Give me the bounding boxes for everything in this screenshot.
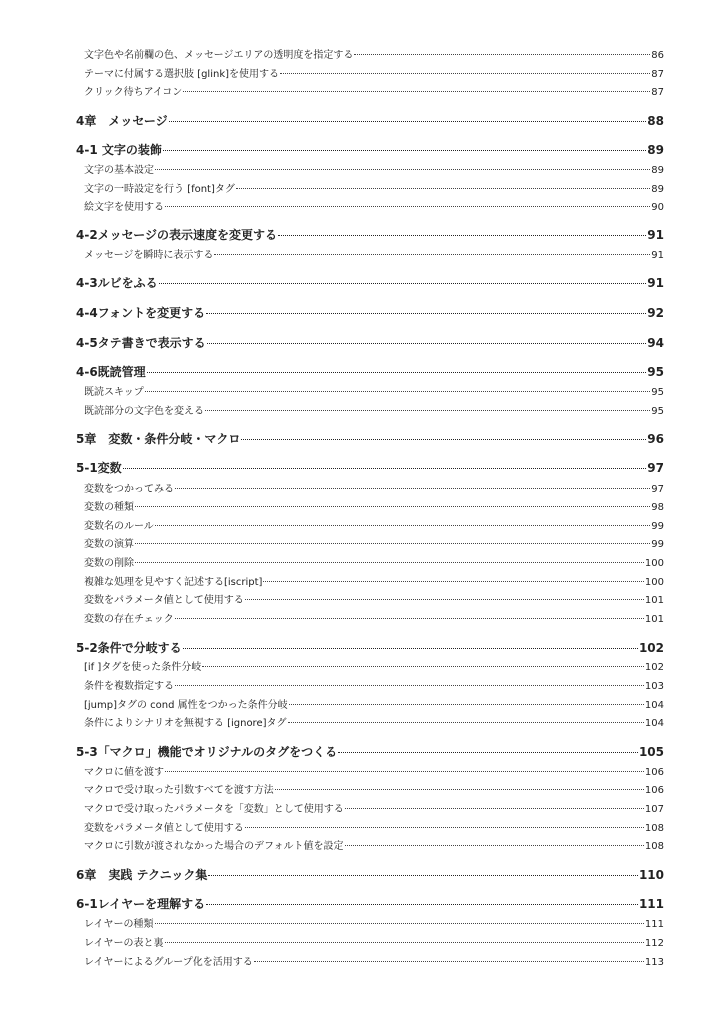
toc-entry-title: 4-5タテ書きで表示する [76,336,206,350]
toc-page-number: 113 [644,957,664,968]
dot-leader [165,206,650,207]
toc-page-number: 87 [651,69,664,80]
toc-entry-title: 変数の存在チェック [84,614,174,625]
toc-chapter[interactable] [76,112,664,129]
toc-entry[interactable] [76,554,664,569]
toc-entry-title: マクロに値を渡す [84,767,164,778]
dot-leader [206,313,646,314]
toc-entry-title: 6章 実践 テクニック集 [76,868,208,882]
toc-page-number: 98 [651,502,664,513]
dot-leader [135,562,644,563]
toc-entry-title: 複雑な処理を見やすく記述する[iscript] [84,577,263,588]
toc-page-number: 111 [638,897,664,911]
toc-section[interactable] [76,743,664,760]
toc-entry[interactable] [76,180,664,195]
toc-section[interactable] [76,274,664,291]
toc-entry-title: 変数をパラメータ値として使用する [84,823,244,834]
toc-entry-title: クリック待ちアイコン [84,87,183,98]
toc-page-number: 90 [651,202,664,213]
toc-entry[interactable] [76,517,664,532]
toc-page-number: 88 [647,114,664,128]
toc-entry-title: 変数をつかってみる [84,484,174,495]
toc-page-number: 91 [647,228,664,242]
dot-leader [135,506,650,507]
toc-entry-title: マクロに引数が渡されなかった場合のデフォルト値を設定 [84,841,344,852]
toc-entry-title: メッセージを瞬時に表示する [84,250,214,261]
toc-page-number: 94 [647,336,664,350]
toc-chapter[interactable] [76,430,664,447]
toc-entry-title: 5章 変数・条件分岐・マクロ [76,432,241,446]
toc-entry-title: 4-3ルビをふる [76,276,158,290]
toc-entry[interactable] [76,819,664,834]
toc-entry[interactable] [76,658,664,673]
toc-entry[interactable] [76,763,664,778]
toc-page-number: 89 [651,184,664,195]
toc-entry[interactable] [76,161,664,176]
dot-leader [345,808,644,809]
toc-page-number: 108 [644,823,664,834]
toc-entry-title: 変数をパラメータ値として使用する [84,595,244,606]
toc-entry-title: 5-2条件で分岐する [76,641,182,655]
toc-entry[interactable] [76,573,664,588]
toc-entry[interactable] [76,781,664,796]
dot-leader [254,961,644,962]
toc-entry[interactable] [76,837,664,852]
toc-page-number: 102 [638,641,664,655]
dot-leader [338,752,638,753]
toc-entry-title: 既読スキップ [84,387,144,398]
dot-leader [175,488,650,489]
toc-entry-title: 文字の基本設定 [84,165,154,176]
toc-entry-title: テーマに付属する選択肢 [glink]を使用する [84,69,280,80]
toc-entry-title: マクロで受け取ったパラメータを「変数」として使用する [84,804,344,815]
dot-leader [145,391,650,392]
dot-leader [165,942,644,943]
dot-leader [155,169,650,170]
dot-leader [169,121,647,122]
toc-entry[interactable] [76,714,664,729]
dot-leader [207,343,647,344]
toc-page-number: 107 [644,804,664,815]
dot-leader [345,845,644,846]
dot-leader [165,771,644,772]
toc-page-number: 112 [644,938,664,949]
toc-entry-title: 既読部分の文字色を変える [84,406,204,417]
toc-page-number: 106 [644,767,664,778]
toc-section[interactable] [76,226,664,243]
toc-entry-title: マクロで受け取った引数すべてを渡す方法 [84,785,274,796]
toc-entry-title: 4-4フォントを変更する [76,306,206,320]
toc-page-number: 108 [644,841,664,852]
toc-chapter[interactable] [76,866,664,883]
toc-entry-title: 4-1 文字の装飾 [76,143,162,157]
dot-leader [275,789,644,790]
dot-leader [289,704,644,705]
toc-section[interactable] [76,304,664,321]
toc-section[interactable] [76,895,664,912]
toc-page-number: 100 [644,577,664,588]
toc-page-number: 96 [647,432,664,446]
dot-leader [263,581,643,582]
toc-section[interactable] [76,639,664,656]
dot-leader [245,599,644,600]
toc-entry-title: レイヤーの種類 [84,919,154,930]
toc-section[interactable] [76,334,664,351]
toc-page-number: 92 [647,306,664,320]
toc-entry[interactable] [76,696,664,711]
toc-entry[interactable] [76,198,664,213]
dot-leader [155,923,644,924]
toc-entry[interactable] [76,535,664,550]
toc-page-number: 87 [651,87,664,98]
toc-entry[interactable] [76,677,664,692]
dot-leader [236,188,650,189]
toc-entry[interactable] [76,65,664,80]
toc-entry-title: レイヤーの表と裏 [84,938,164,949]
toc-entry[interactable] [76,610,664,625]
dot-leader [175,685,644,686]
toc-entry[interactable] [76,480,664,495]
toc-entry-title: 変数の演算 [84,539,134,550]
toc-section[interactable] [76,363,664,380]
toc-page-number: 89 [651,165,664,176]
dot-leader [208,875,638,876]
toc-page-number: 95 [647,365,664,379]
toc-page-number: 111 [644,919,664,930]
toc-entry[interactable] [76,383,664,398]
toc-page-number: 110 [638,868,664,882]
toc-entry-title: 4章 メッセージ [76,114,168,128]
toc-entry[interactable] [76,915,664,930]
toc-entry[interactable] [76,246,664,261]
toc-page-number: 91 [651,250,664,261]
toc-entry[interactable] [76,402,664,417]
toc-page-number: 95 [651,406,664,417]
toc-page-number: 99 [651,539,664,550]
toc-entry-title: 変数名のルール [84,521,154,532]
dot-leader [202,666,644,667]
dot-leader [183,648,638,649]
dot-leader [241,439,646,440]
toc-entry-title: [if ]タグを使った条件分岐 [84,662,202,673]
toc-entry[interactable] [76,83,664,98]
toc-entry-title: 変数の削除 [84,558,134,569]
toc-entry[interactable] [76,591,664,606]
toc-entry-title: 5-3「マクロ」機能でオリジナルのタグをつくる [76,745,338,759]
toc-entry-title: 絵文字を使用する [84,202,164,213]
toc-section[interactable] [76,459,664,476]
toc-page-number: 102 [644,662,664,673]
toc-section[interactable] [76,141,664,158]
toc-page-number: 86 [651,50,664,61]
toc-entry[interactable] [76,46,664,61]
toc-entry[interactable] [76,934,664,949]
toc-entry-title: [jump]タグの cond 属性をつかった条件分岐 [84,700,288,711]
toc-page-number: 106 [644,785,664,796]
toc-entry[interactable] [76,953,664,968]
toc-page-number: 99 [651,521,664,532]
toc-page-number: 105 [638,745,664,759]
toc-page-number: 103 [644,681,664,692]
dot-leader [123,468,647,469]
dot-leader [147,372,647,373]
toc-page-number: 104 [644,700,664,711]
dot-leader [278,235,646,236]
dot-leader [175,618,644,619]
toc-entry-title: 5-1変数 [76,461,122,475]
dot-leader [288,722,644,723]
toc-page-number: 100 [644,558,664,569]
toc-entry-title: 文字色や名前欄の色、メッセージエリアの透明度を指定する [84,50,354,61]
dot-leader [155,525,650,526]
dot-leader [206,904,638,905]
toc-entry[interactable] [76,800,664,815]
dot-leader [205,410,650,411]
toc-entry[interactable] [76,498,664,513]
toc-page-number: 97 [647,461,664,475]
dot-leader [183,91,650,92]
toc-page-number: 97 [651,484,664,495]
toc-entry-title: 条件によりシナリオを無視する [ignore]タグ [84,718,287,729]
dot-leader [163,150,646,151]
toc-page-number: 89 [647,143,664,157]
dot-leader [280,73,650,74]
toc-entry-title: レイヤーによるグループ化を活用する [84,957,253,968]
toc-page-number: 104 [644,718,664,729]
toc-entry-title: 4-6既読管理 [76,365,146,379]
dot-leader [245,827,644,828]
toc-page-number: 101 [644,595,664,606]
dot-leader [214,254,650,255]
toc-entry-title: 文字の一時設定を行う [font]タグ [84,184,235,195]
toc-page-number: 91 [647,276,664,290]
dot-leader [354,54,650,55]
toc-entry-title: 条件を複数指定する [84,681,174,692]
toc-page-number: 101 [644,614,664,625]
dot-leader [135,543,650,544]
toc-entry-title: 4-2メッセージの表示速度を変更する [76,228,277,242]
toc-entry-title: 6-1レイヤーを理解する [76,897,206,911]
toc-page-number: 95 [651,387,664,398]
toc-entry-title: 変数の種類 [84,502,134,513]
dot-leader [159,283,647,284]
